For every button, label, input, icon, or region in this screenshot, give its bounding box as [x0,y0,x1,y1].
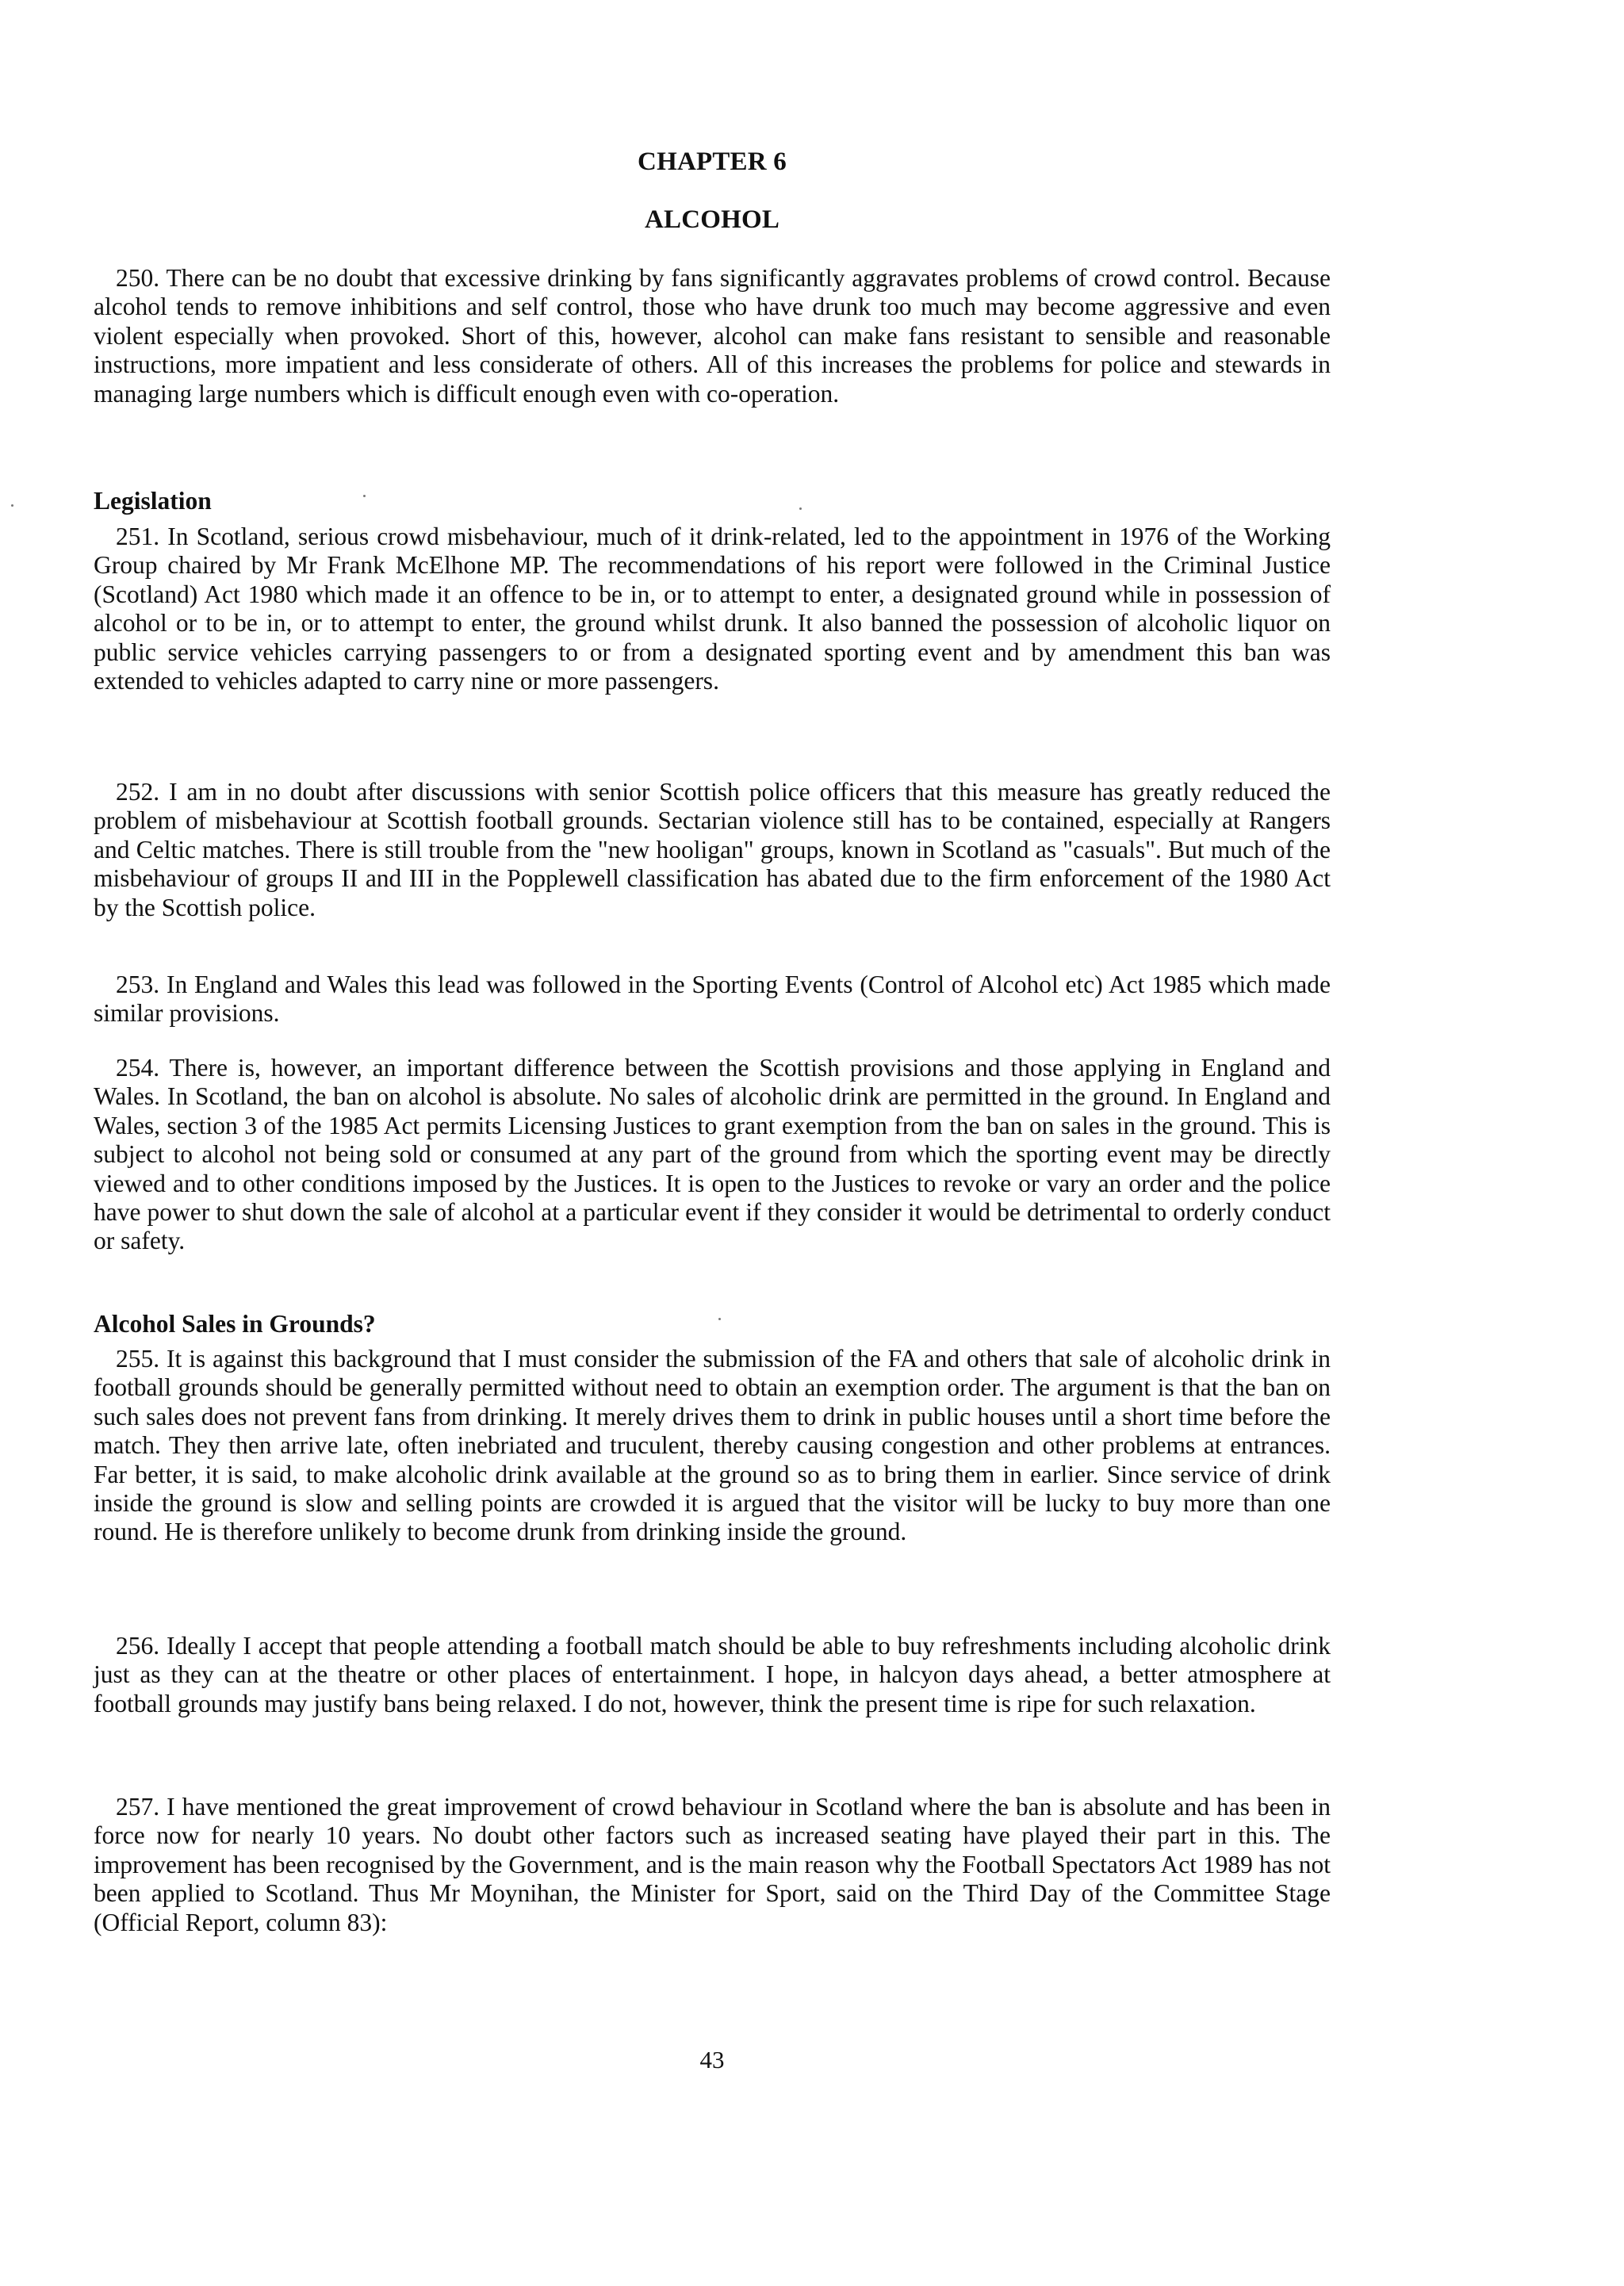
paragraph-255 [94,1345,1331,1547]
paragraph-text: I am in no doubt after discussions with senior Scottish police officers that this measure has greatly reduced the problem of misbehaviour at Scottish football grounds. Sectarian violence still has to be contained, especially at Rangers and Celtic matches. There is still trouble from the "new hooligan" groups, known in Scotland as "casuals". But much of the misbehaviour of groups II and III in the Popplewell classification has abated due to the firm enforcement of the 1980 Act by the Scottish police. [94,778,1331,921]
scan-speck [718,1318,721,1320]
paragraph-250 [94,264,1331,408]
scan-speck [363,495,366,497]
paragraph-number: 252. [116,778,160,806]
document-page [94,0,1331,2286]
paragraph-number: 257. [116,1793,160,1821]
paragraph-number: 251. [116,523,160,550]
paragraph-text: It is against this background that I must consider the submission of the FA and others that sale of alcoholic drink in football grounds should be generally permitted without need to obtain an exemption order. The argument is that the ban on such sales does not prevent fans from drinking. It merely drives them to drink in public houses until a short time before the match. They then arrive late, often inebriated and truculent, thereby causing congestion and other problems at entrances. Far better, it is said, to make alcoholic drink available at the ground so as to bring them in earlier. Since service of drink inside the ground is slow and selling points are crowded it is argued that the visitor will be lucky to buy more than one round. He is therefore unlikely to become drunk from drinking inside the ground. [94,1345,1331,1546]
section-heading-legislation: Legislation [94,487,212,515]
paragraph-254 [94,1054,1331,1256]
paragraph-text: Ideally I accept that people attending a football match should be able to buy refreshments including alcoholic drink just as they can at the theatre or other places of entertainment. I hope, in halcyon days ahead, a better atmosphere at football grounds may justify bans being relaxed. I do not, however, think the present time is ripe for such relaxation. [94,1632,1331,1717]
section-heading-alcohol-sales: Alcohol Sales in Grounds? [94,1310,376,1338]
paragraph-text: In England and Wales this lead was followed in the Sporting Events (Control of Alcohol etc) Act 1985 which made similar provisions. [94,971,1331,1028]
paragraph-256 [94,1632,1331,1718]
scan-speck [11,504,13,507]
chapter-number: CHAPTER 6 [638,147,787,176]
paragraph-number: 253. [116,971,160,998]
paragraph-text: There can be no doubt that excessive drinking by fans significantly aggravates problems of crowd control. Because alcohol tends to remove inhibitions and self control, those who have drunk too much may become aggressive and even violent especially when provoked. Short of this, however, alcohol can make fans resistant to sensible and reasonable instructions, more impatient and less considerate of others. All of this increases the problems for police and stewards in managing large numbers which is difficult enough even with co-operation. [94,264,1331,408]
paragraph-number: 256. [116,1632,160,1660]
paragraph-253 [94,971,1331,1028]
paragraph-text: In Scotland, serious crowd misbehaviour, much of it drink-related, led to the appointment in 1976 of the Working Group chaired by Mr Frank McElhone MP. The recommendations of his report were followed in the Criminal Justice (Scotland) Act 1980 which made it an offence to be in, or to attempt to enter, a designated ground while in possession of alcohol or to be in, or to attempt to enter, the ground whilst drunk. It also banned the possession of alcoholic liquor on public service vehicles carrying passengers to or from a designated sporting event and by amendment this ban was extended to vehicles adapted to carry nine or more passengers. [94,523,1331,695]
page-number: 43 [699,2046,725,2073]
paragraph-251 [94,523,1331,695]
paragraph-number: 254. [116,1054,160,1082]
paragraph-text: There is, however, an important difference between the Scottish provisions and those applying in England and Wales. In Scotland, the ban on alcohol is absolute. No sales of alcoholic drink are permitted in the ground. In England and Wales, section 3 of the 1985 Act permits Licensing Justices to grant exemption from the ban on sales in the ground. This is subject to alcohol not being sold or consumed at any part of the ground from which the sporting event may be directly viewed and to other conditions imposed by the Justices. It is open to the Justices to revoke or vary an order and the police have power to shut down the sale of alcohol at a particular event if they consider it would be detrimental to orderly conduct or safety. [94,1054,1331,1255]
paragraph-257 [94,1793,1331,1937]
chapter-title: ALCOHOL [644,205,780,234]
paragraph-number: 250. [116,264,160,292]
paragraph-text: I have mentioned the great improvement of crowd behaviour in Scotland where the ban is absolute and has been in force now for nearly 10 years. No doubt other factors such as increased seating have played their part in this. The improvement has been recognised by the Government, and is the main reason why the Football Spectators Act 1989 has not been applied to Scotland. Thus Mr Moynihan, the Minister for Sport, said on the Third Day of the Committee Stage (Official Report, column 83): [94,1793,1331,1936]
paragraph-number: 255. [116,1345,160,1373]
paragraph-252 [94,778,1331,922]
scan-speck [799,507,802,510]
